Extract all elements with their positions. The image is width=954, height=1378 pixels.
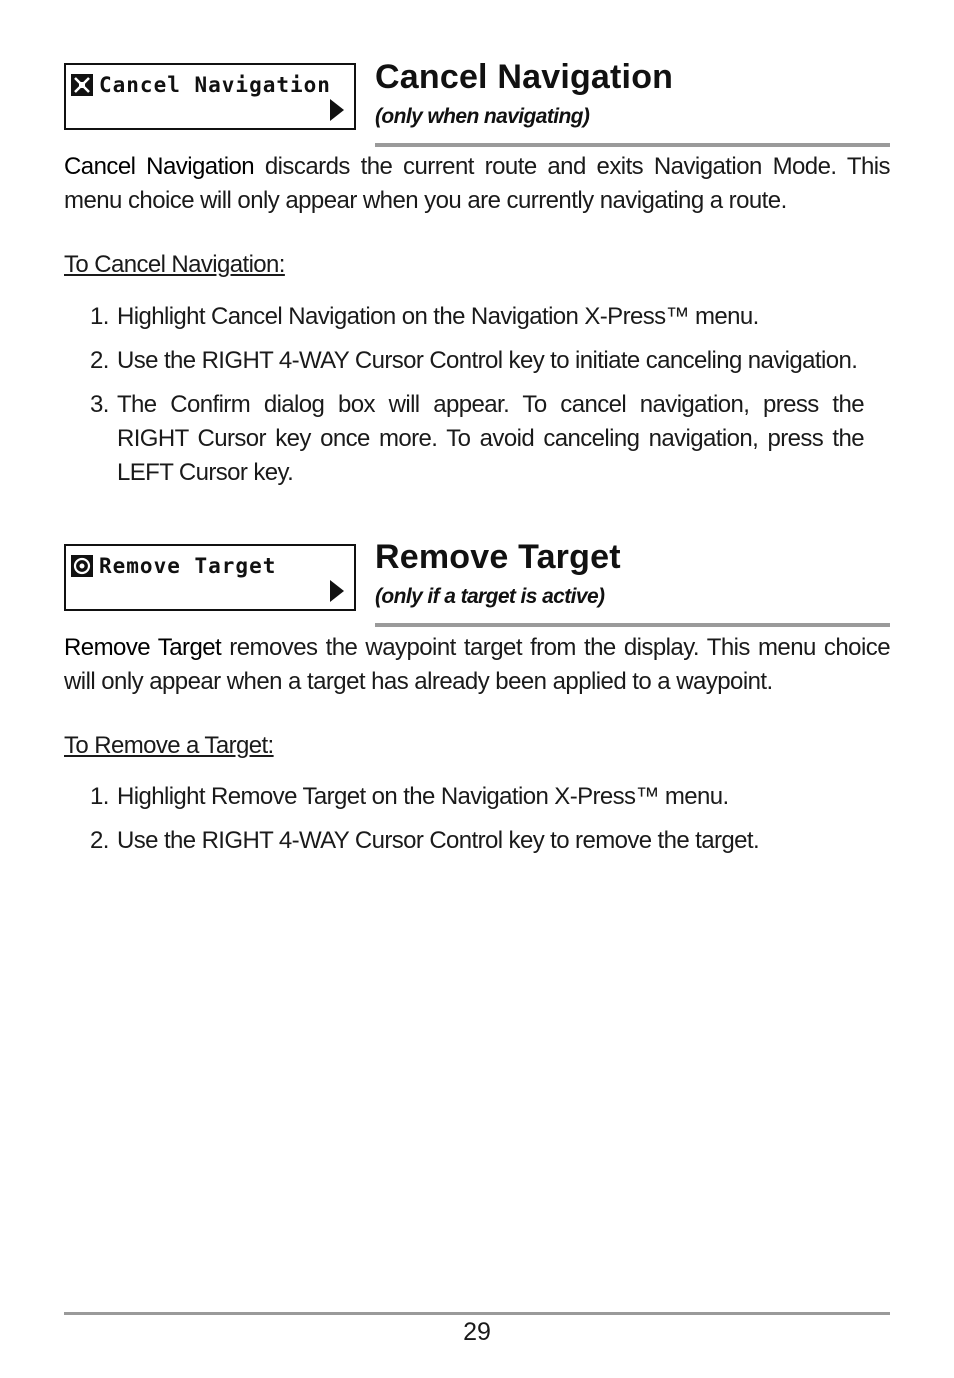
remove-steps-list xyxy=(90,780,864,868)
list-item xyxy=(90,824,864,858)
cancel-navigation-description xyxy=(64,150,890,218)
arrow-right-icon xyxy=(330,99,344,121)
cancel-navigation-menu-item[interactable] xyxy=(64,63,356,130)
section-title-cancel-navigation: Cancel Navigation xyxy=(375,58,674,96)
procedure-heading-cancel: To Cancel Navigation: xyxy=(64,251,285,278)
step-text: Use the RIGHT 4-WAY Cursor Control key to initiate canceling navigation. xyxy=(117,347,858,374)
menu-item-label: Cancel Navigation xyxy=(99,73,331,97)
list-item xyxy=(90,388,864,490)
title-rule xyxy=(375,143,890,147)
cancel-navigation-icon xyxy=(71,74,93,96)
step-number: 2. xyxy=(90,347,109,374)
remove-target-menu-item[interactable] xyxy=(64,544,356,611)
list-item xyxy=(90,780,864,814)
cancel-steps-list xyxy=(90,300,864,500)
step-text: Highlight Cancel Navigation on the Navigation X-Press™ menu. xyxy=(117,303,759,330)
arrow-right-icon xyxy=(330,580,344,602)
step-number: 1. xyxy=(90,303,109,330)
section-title-remove-target: Remove Target xyxy=(375,538,621,576)
list-item xyxy=(90,300,864,334)
step-text: The Confirm dialog box will appear. To cancel navigation, press the RIGHT Cursor key once more. To avoid canceling navigation, press the LEFT Cursor key. xyxy=(117,391,864,486)
footer-rule xyxy=(64,1312,890,1315)
description-body: discards the current route and exits Navigation Mode. This menu choice will only appear when you are currently navigating a route. xyxy=(64,153,890,214)
title-rule xyxy=(375,623,890,627)
step-number: 2. xyxy=(90,827,109,854)
menu-row xyxy=(71,554,276,578)
lead-term: Cancel Navigation xyxy=(64,153,255,180)
step-number: 1. xyxy=(90,783,109,810)
menu-item-label: Remove Target xyxy=(99,554,277,578)
target-icon xyxy=(71,555,93,577)
procedure-heading-remove: To Remove a Target: xyxy=(64,732,274,759)
section-subtitle-cancel-navigation: (only when navigating) xyxy=(375,105,590,128)
section-subtitle-remove-target: (only if a target is active) xyxy=(375,585,605,608)
step-number: 3. xyxy=(90,391,109,418)
page-number: 29 xyxy=(463,1318,491,1346)
step-text: Highlight Remove Target on the Navigation X-Press™ menu. xyxy=(117,783,729,810)
step-text: Use the RIGHT 4-WAY Cursor Control key to remove the target. xyxy=(117,827,760,854)
list-item xyxy=(90,344,864,378)
description-body: removes the waypoint target from the display. This menu choice will only appear when a target has already been applied to a waypoint. xyxy=(64,634,891,695)
lead-term: Remove Target xyxy=(64,634,222,661)
remove-target-description xyxy=(64,631,890,699)
menu-row xyxy=(71,73,331,97)
